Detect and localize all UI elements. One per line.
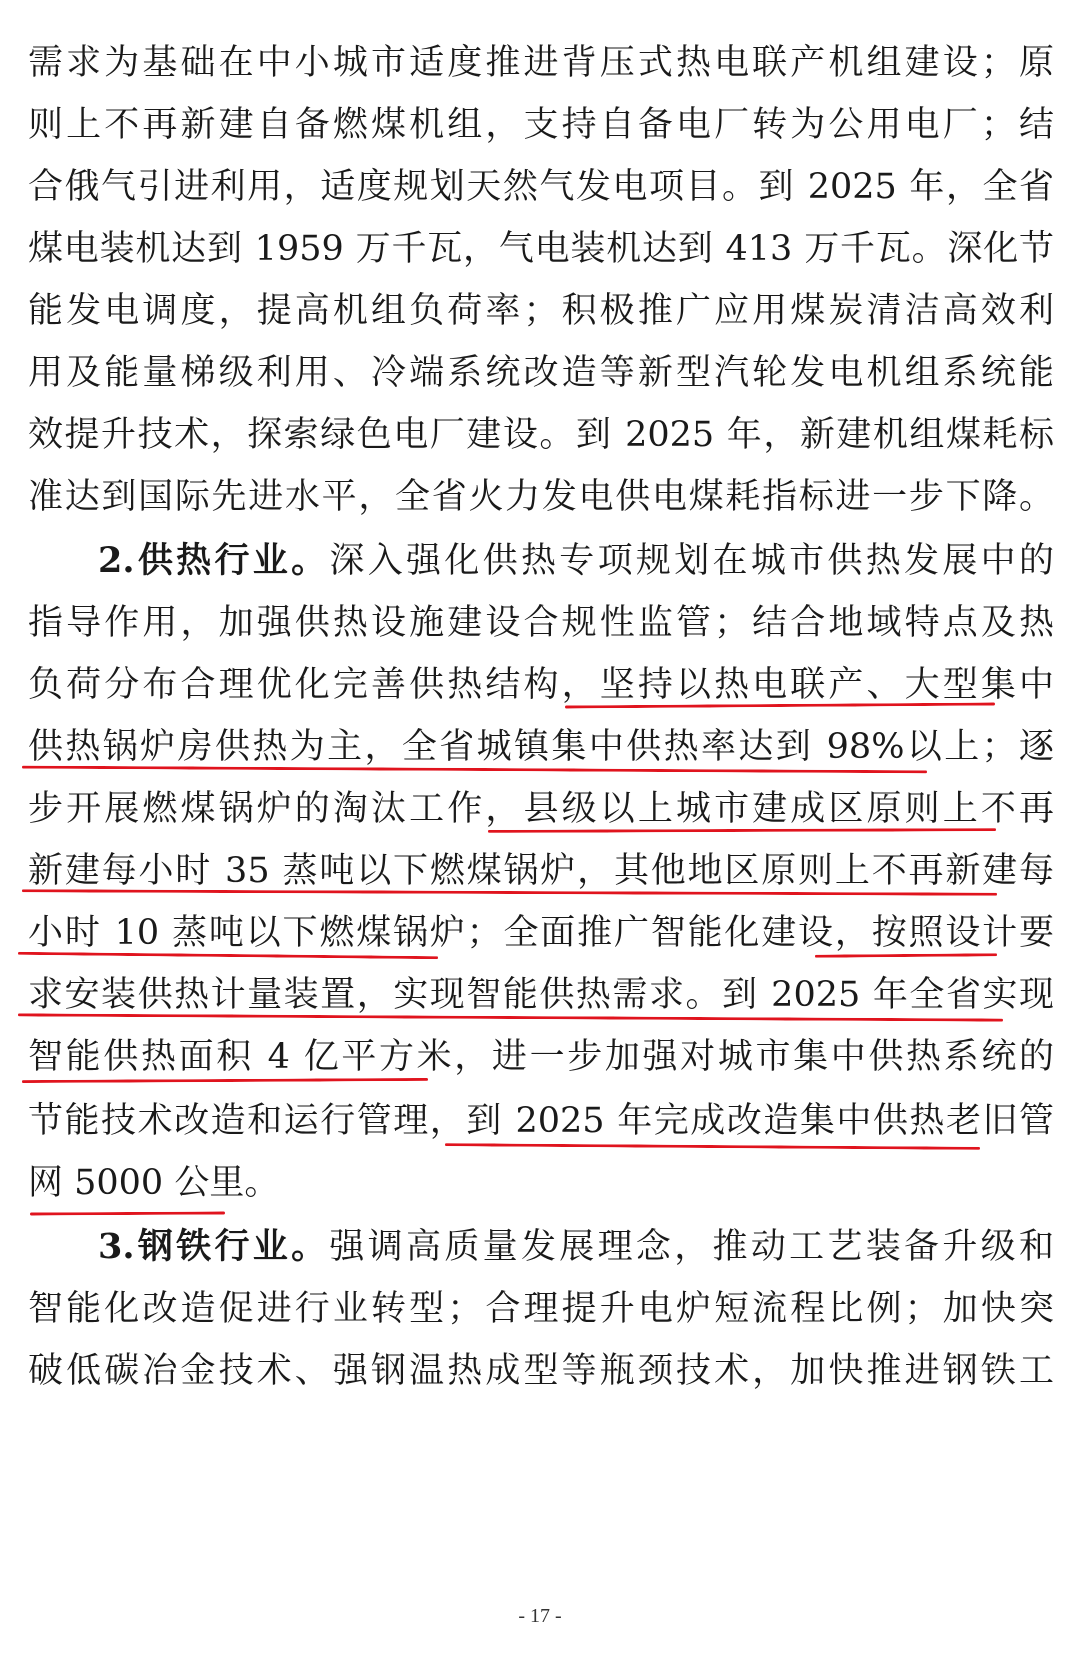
steel-first-line-text: 强调高质量发展理念，推动工艺装备升级和 [329,1227,1054,1267]
steel-first-line [28,1214,1054,1280]
steel-heading: 3.钢铁行业。 [98,1226,330,1267]
text-line: 节能技术改造和运行管理，到 2025 年完成改造集中供热老旧管 [28,1101,1054,1141]
text-line: 能发电调度，提高机组负荷率；积极推广应用煤炭清洁高效利 [28,291,1054,331]
text-line: 小时 10 蒸吨以下燃煤锅炉；全面推广智能化建设，按照设计要 [28,913,1054,953]
page-number: - 17 - [518,1605,562,1627]
text-line: 步开展燃煤锅炉的淘汰工作，县级以上城市建成区原则上不再 [28,789,1054,829]
text-line: 则上不再新建自备燃煤机组，支持自备电厂转为公用电厂；结 [28,105,1054,145]
heating-first-line [28,528,1054,594]
text-line: 合俄气引进利用，适度规划天然气发电项目。到 2025 年，全省 [28,167,1054,207]
text-line: 破低碳冶金技术、强钢温热成型等瓶颈技术，加快推进钢铁工 [28,1351,1054,1391]
text-line: 需求为基础在中小城市适度推进背压式热电联产机组建设；原 [28,43,1054,83]
text-line: 网 5000 公里。 [28,1163,280,1203]
text-line: 指导作用，加强供热设施建设合规性监管；结合地域特点及热 [28,603,1054,643]
heating-first-line-text: 深入强化供热专项规划在城市供热发展中的 [329,541,1054,581]
heating-heading: 2.供热行业。 [98,540,330,581]
text-line: 效提升技术，探索绿色电厂建设。到 2025 年，新建机组煤耗标 [28,415,1054,455]
text-line: 新建每小时 35 蒸吨以下燃煤锅炉，其他地区原则上不再新建每 [28,851,1054,891]
text-line: 准达到国际先进水平，全省火力发电供电煤耗指标进一步下降。 [28,477,1054,517]
text-line: 供热锅炉房供热为主，全省城镇集中供热率达到 98%以上；逐 [28,727,1054,767]
text-line: 求安装供热计量装置，实现智能供热需求。到 2025 年全省实现 [28,975,1054,1015]
text-line: 智能供热面积 4 亿平方米，进一步加强对城市集中供热系统的 [28,1037,1054,1077]
text-line: 用及能量梯级利用、冷端系统改造等新型汽轮发电机组系统能 [28,353,1054,393]
text-line: 负荷分布合理优化完善供热结构，坚持以热电联产、大型集中 [28,665,1054,705]
text-line: 煤电装机达到 1959 万千瓦，气电装机达到 413 万千瓦。深化节 [28,229,1054,269]
text-line: 智能化改造促进行业转型；合理提升电炉短流程比例；加快突 [28,1289,1054,1329]
